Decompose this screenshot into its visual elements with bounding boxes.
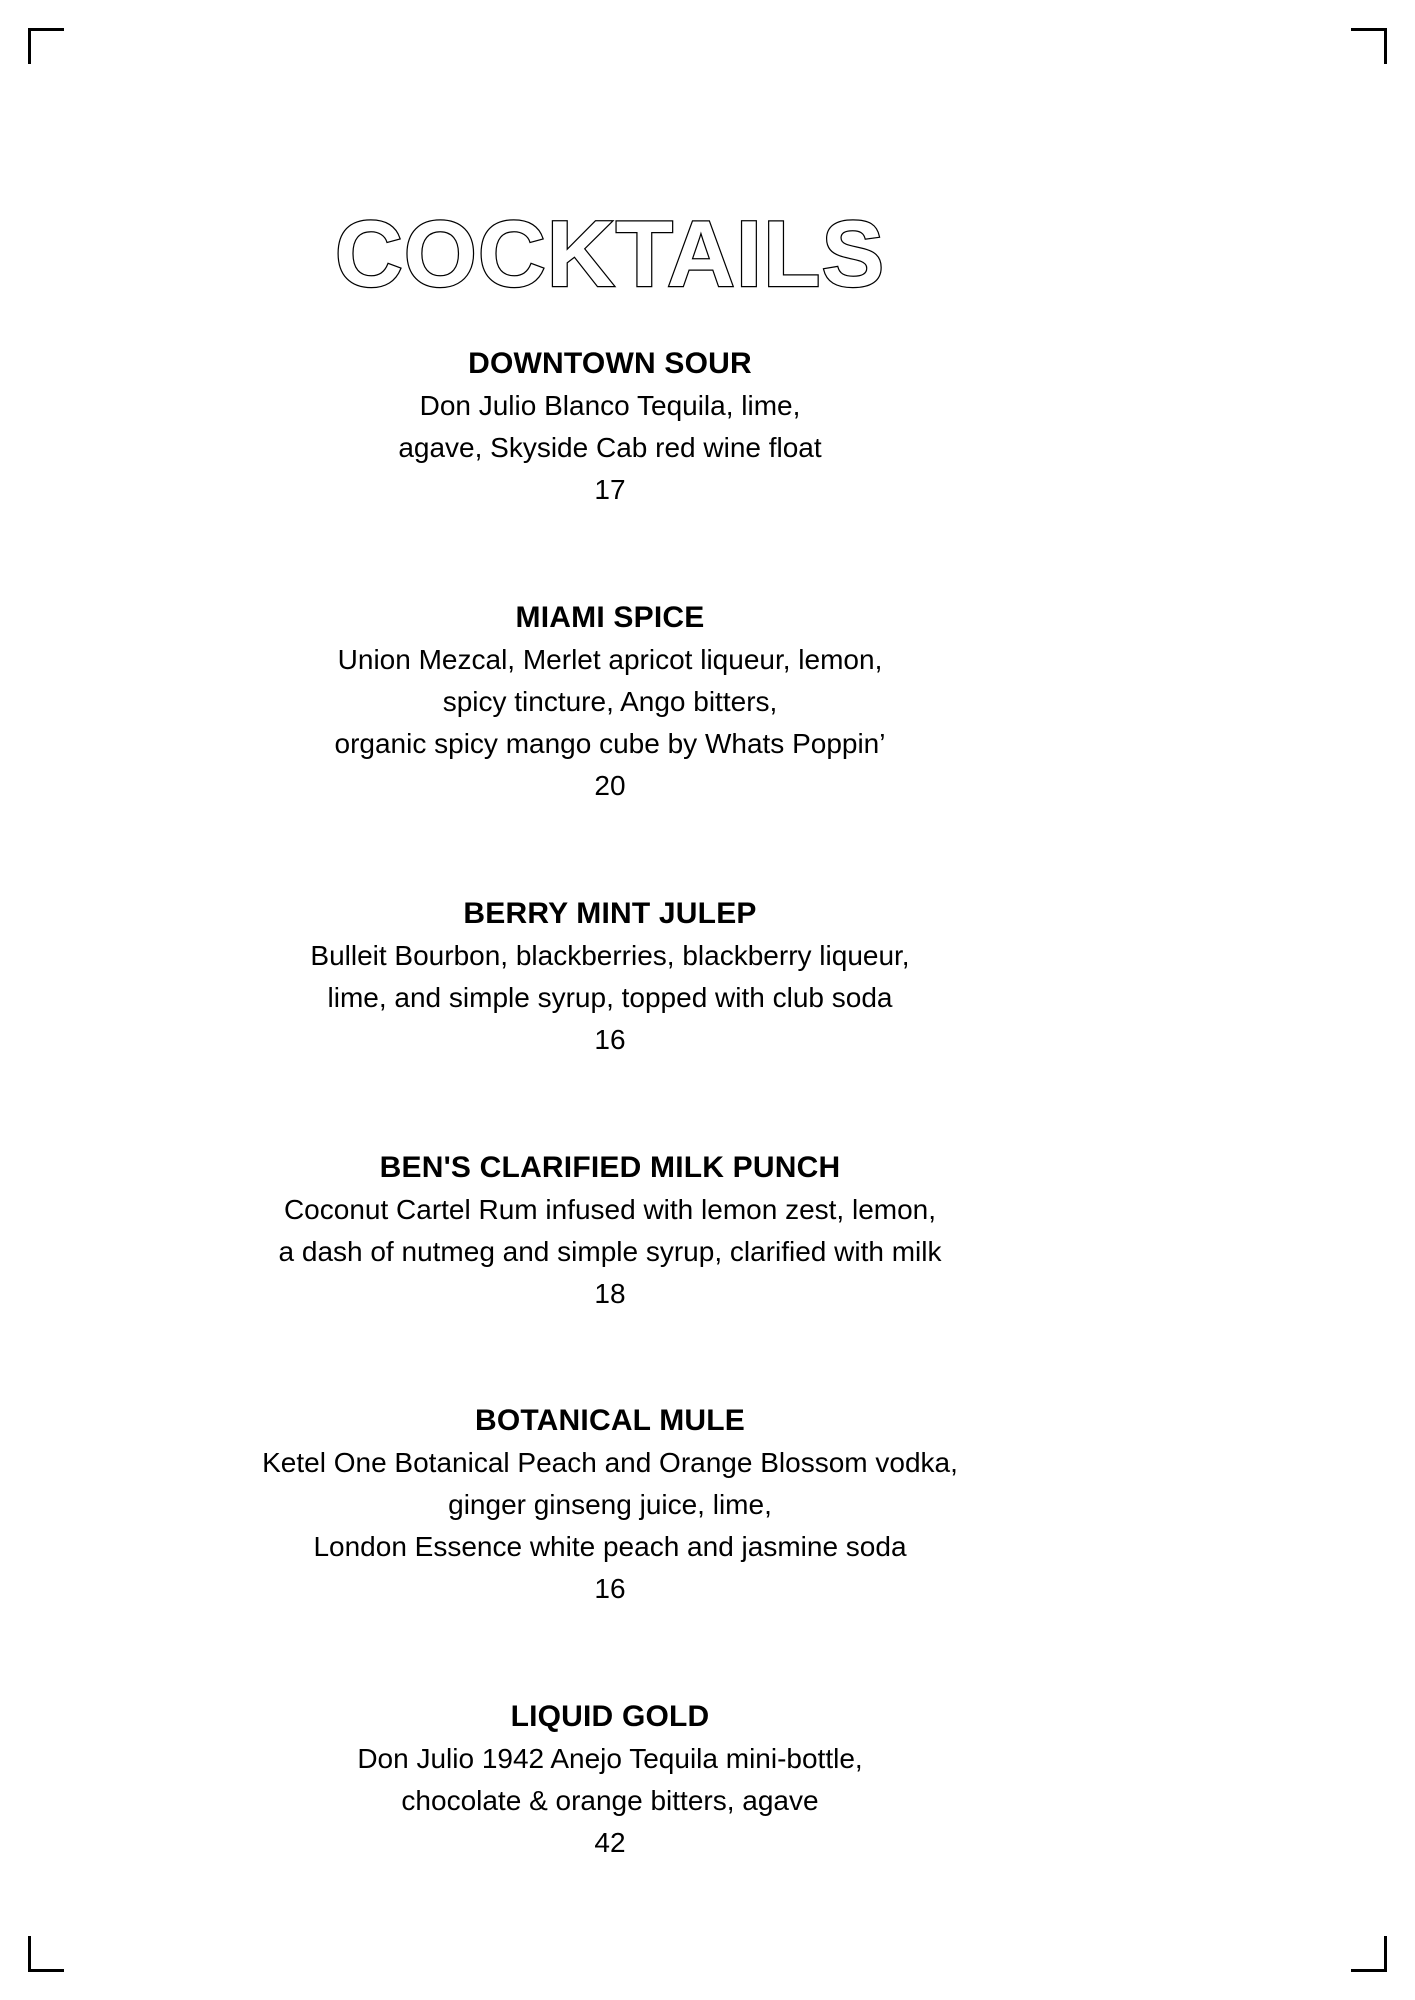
item-description xyxy=(210,1189,1010,1273)
item-description-line: Don Julio 1942 Anejo Tequila mini-bottle, xyxy=(357,1743,863,1774)
item-description-line: agave, Skyside Cab red wine float xyxy=(398,432,822,463)
crop-mark-bottom-right xyxy=(1351,1936,1387,1972)
item-name: BOTANICAL MULE xyxy=(474,1404,745,1437)
item-description-line: Don Julio Blanco Tequila, lime, xyxy=(419,390,801,421)
item-description-line: chocolate & orange bitters, agave xyxy=(401,1785,819,1816)
item-price: 20 xyxy=(594,770,626,801)
item-description-line: ginger ginseng juice, lime, xyxy=(448,1489,772,1520)
item-description-line: Union Mezcal, Merlet apricot liqueur, lemon, xyxy=(337,644,883,675)
item-description-line: Bulleit Bourbon, blackberries, blackberry liqueur, xyxy=(310,940,910,971)
menu-item-downtown-sour xyxy=(210,343,1010,511)
item-price: 16 xyxy=(594,1024,626,1055)
item-description xyxy=(210,1442,1010,1568)
crop-mark-bottom-left xyxy=(28,1936,64,1972)
item-description-line: a dash of nutmeg and simple syrup, clarified with milk xyxy=(278,1236,942,1267)
item-price: 17 xyxy=(594,474,626,505)
menu-title: COCKTAILS xyxy=(334,201,886,306)
item-price: 42 xyxy=(594,1827,626,1858)
item-description-line: Ketel One Botanical Peach and Orange Blossom vodka, xyxy=(262,1447,958,1478)
item-name: MIAMI SPICE xyxy=(515,601,705,634)
item-description xyxy=(210,639,1010,765)
item-name: LIQUID GOLD xyxy=(510,1700,710,1733)
menu-item-liquid-gold xyxy=(210,1696,1010,1864)
item-description-line: Coconut Cartel Rum infused with lemon zest, lemon, xyxy=(283,1194,937,1225)
crop-mark-top-left xyxy=(28,28,64,64)
item-description-line: lime, and simple syrup, topped with club soda xyxy=(327,982,893,1013)
item-description-line: London Essence white peach and jasmine soda xyxy=(313,1531,907,1562)
item-price: 16 xyxy=(594,1573,626,1604)
item-description-line: spicy tincture, Ango bitters, xyxy=(442,686,778,717)
item-description-line: organic spicy mango cube by Whats Poppin’ xyxy=(334,728,886,759)
menu-item-bens-clarified-milk-punch xyxy=(210,1147,1010,1315)
item-description xyxy=(210,935,1010,1019)
crop-mark-top-right xyxy=(1351,28,1387,64)
menu-item-berry-mint-julep xyxy=(210,893,1010,1061)
item-price: 18 xyxy=(594,1278,626,1309)
item-name: BERRY MINT JULEP xyxy=(463,897,757,930)
menu-item-miami-spice xyxy=(210,597,1010,807)
item-name: BEN'S CLARIFIED MILK PUNCH xyxy=(379,1151,841,1184)
item-description xyxy=(210,385,1010,469)
item-name: DOWNTOWN SOUR xyxy=(468,347,752,380)
item-description xyxy=(210,1738,1010,1822)
menu-item-botanical-mule xyxy=(210,1400,1010,1610)
